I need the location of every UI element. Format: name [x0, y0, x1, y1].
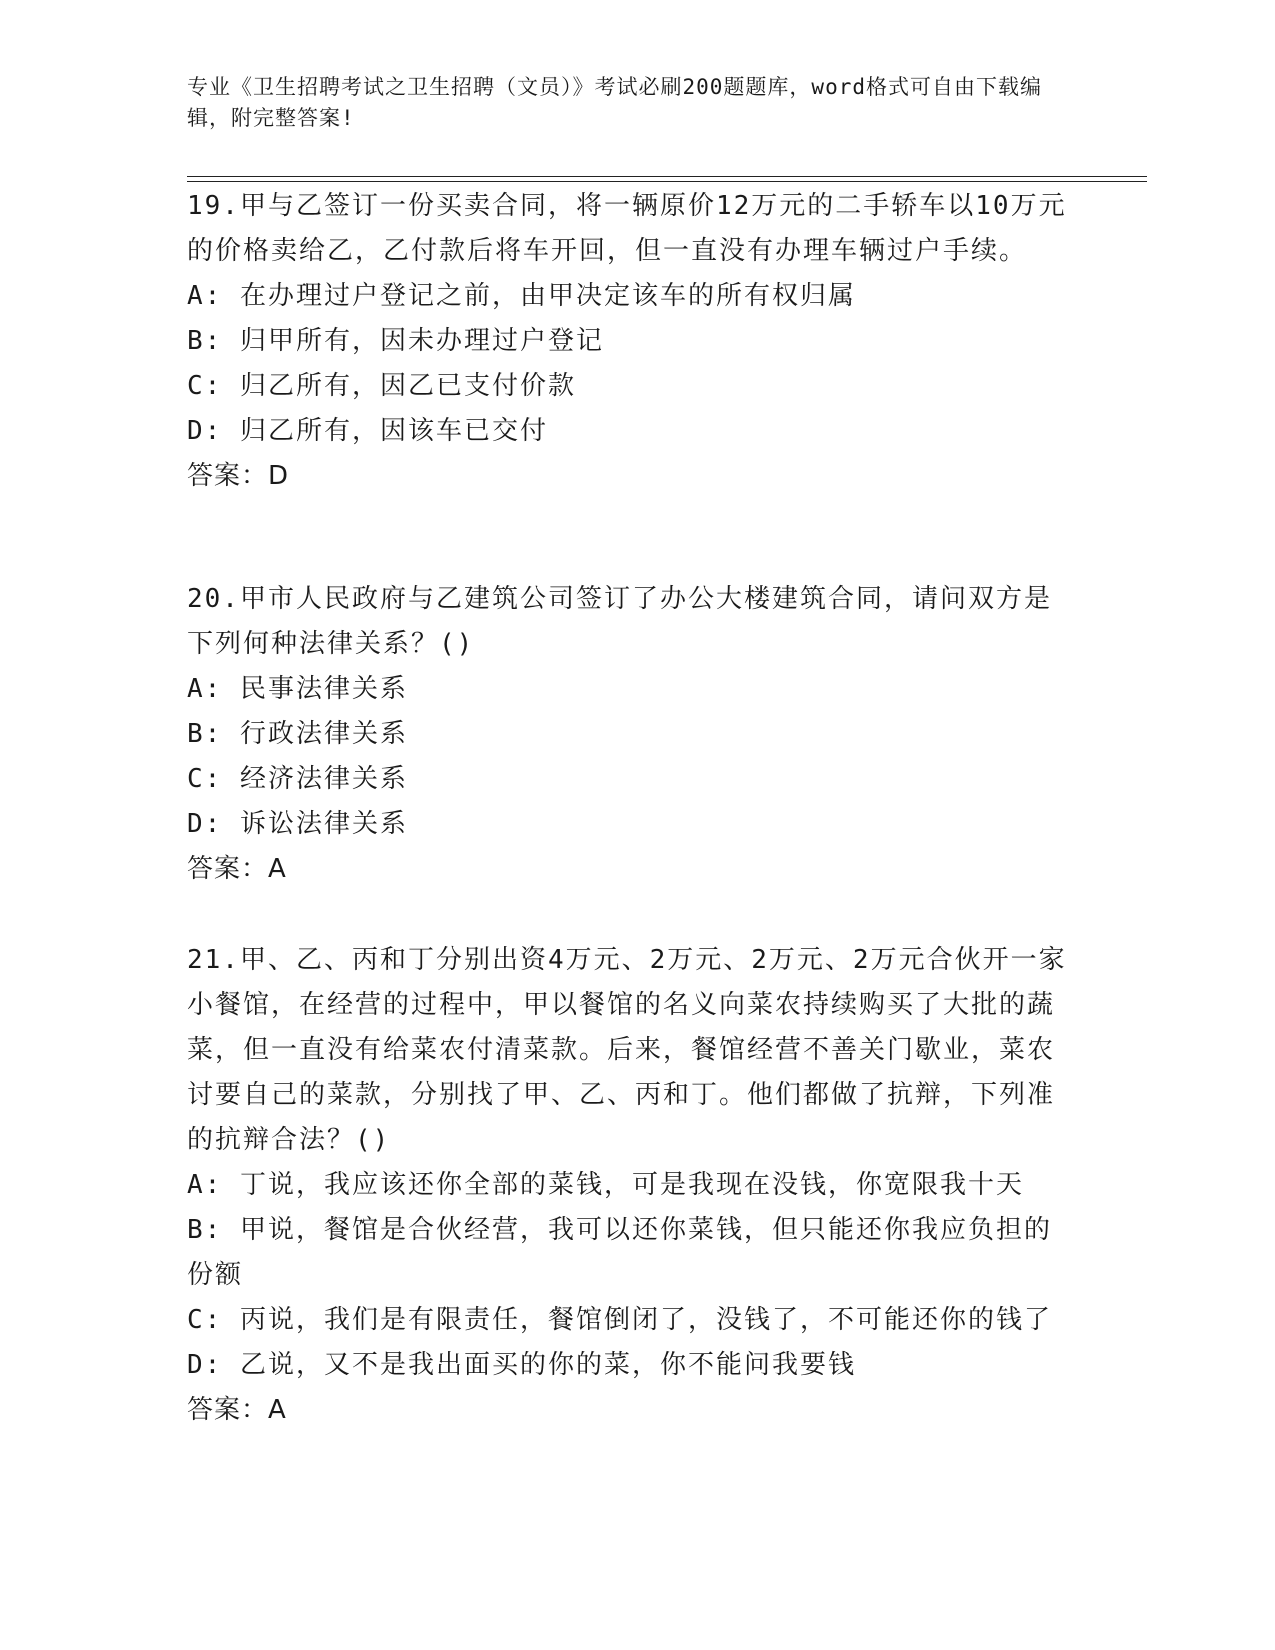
option-a: A: 丁说，我应该还你全部的菜钱，可是我现在没钱，你宽限我十天: [187, 1170, 1024, 1200]
question-19: [187, 184, 1077, 499]
header-divider: [187, 176, 1147, 182]
option-d: D: 诉讼法律关系: [187, 809, 408, 839]
option-a: A: 民事法律关系: [187, 674, 408, 704]
question-stem: 20.甲市人民政府与乙建筑公司签订了办公大楼建筑合同，请问双方是下列何种法律关系？(): [187, 584, 1052, 659]
option-b: B: 归甲所有，因未办理过户登记: [187, 326, 604, 356]
answer-line: 答案：A: [187, 854, 287, 884]
question-21: [187, 938, 1077, 1433]
option-a: A: 在办理过户登记之前，由甲决定该车的所有权归属: [187, 281, 856, 311]
option-d: D: 乙说，又不是我出面买的你的菜，你不能问我要钱: [187, 1350, 856, 1380]
option-d: D: 归乙所有，因该车已交付: [187, 416, 548, 446]
option-b: B: 甲说，餐馆是合伙经营，我可以还你菜钱，但只能还你我应负担的份额: [187, 1215, 1052, 1290]
option-c: C: 经济法律关系: [187, 764, 408, 794]
option-c: C: 丙说，我们是有限责任，餐馆倒闭了，没钱了，不可能还你的钱了: [187, 1305, 1052, 1335]
option-b: B: 行政法律关系: [187, 719, 408, 749]
answer-line: 答案：D: [187, 461, 290, 491]
question-stem: 19.甲与乙签订一份买卖合同，将一辆原价12万元的二手轿车以10万元的价格卖给乙，乙付款后将车开回，但一直没有办理车辆过户手续。: [187, 191, 1067, 266]
answer-line: 答案：A: [187, 1395, 287, 1425]
question-20: [187, 577, 1077, 892]
option-c: C: 归乙所有，因乙已支付价款: [187, 371, 576, 401]
document-header: 专业《卫生招聘考试之卫生招聘（文员）》考试必刷200题题库，word格式可自由下载编辑，附完整答案!: [187, 75, 1042, 130]
question-stem: 21.甲、乙、丙和丁分别出资4万元、2万元、2万元、2万元合伙开一家小餐馆，在经营的过程中，甲以餐馆的名义向菜农持续购买了大批的蔬菜，但一直没有给菜农付清菜款。后来，餐馆经营不善关门歇业，菜农讨要自己的菜款，分别找了甲、乙、丙和丁。他们都做了抗辩，下列准的抗辩合法？(): [187, 945, 1067, 1155]
